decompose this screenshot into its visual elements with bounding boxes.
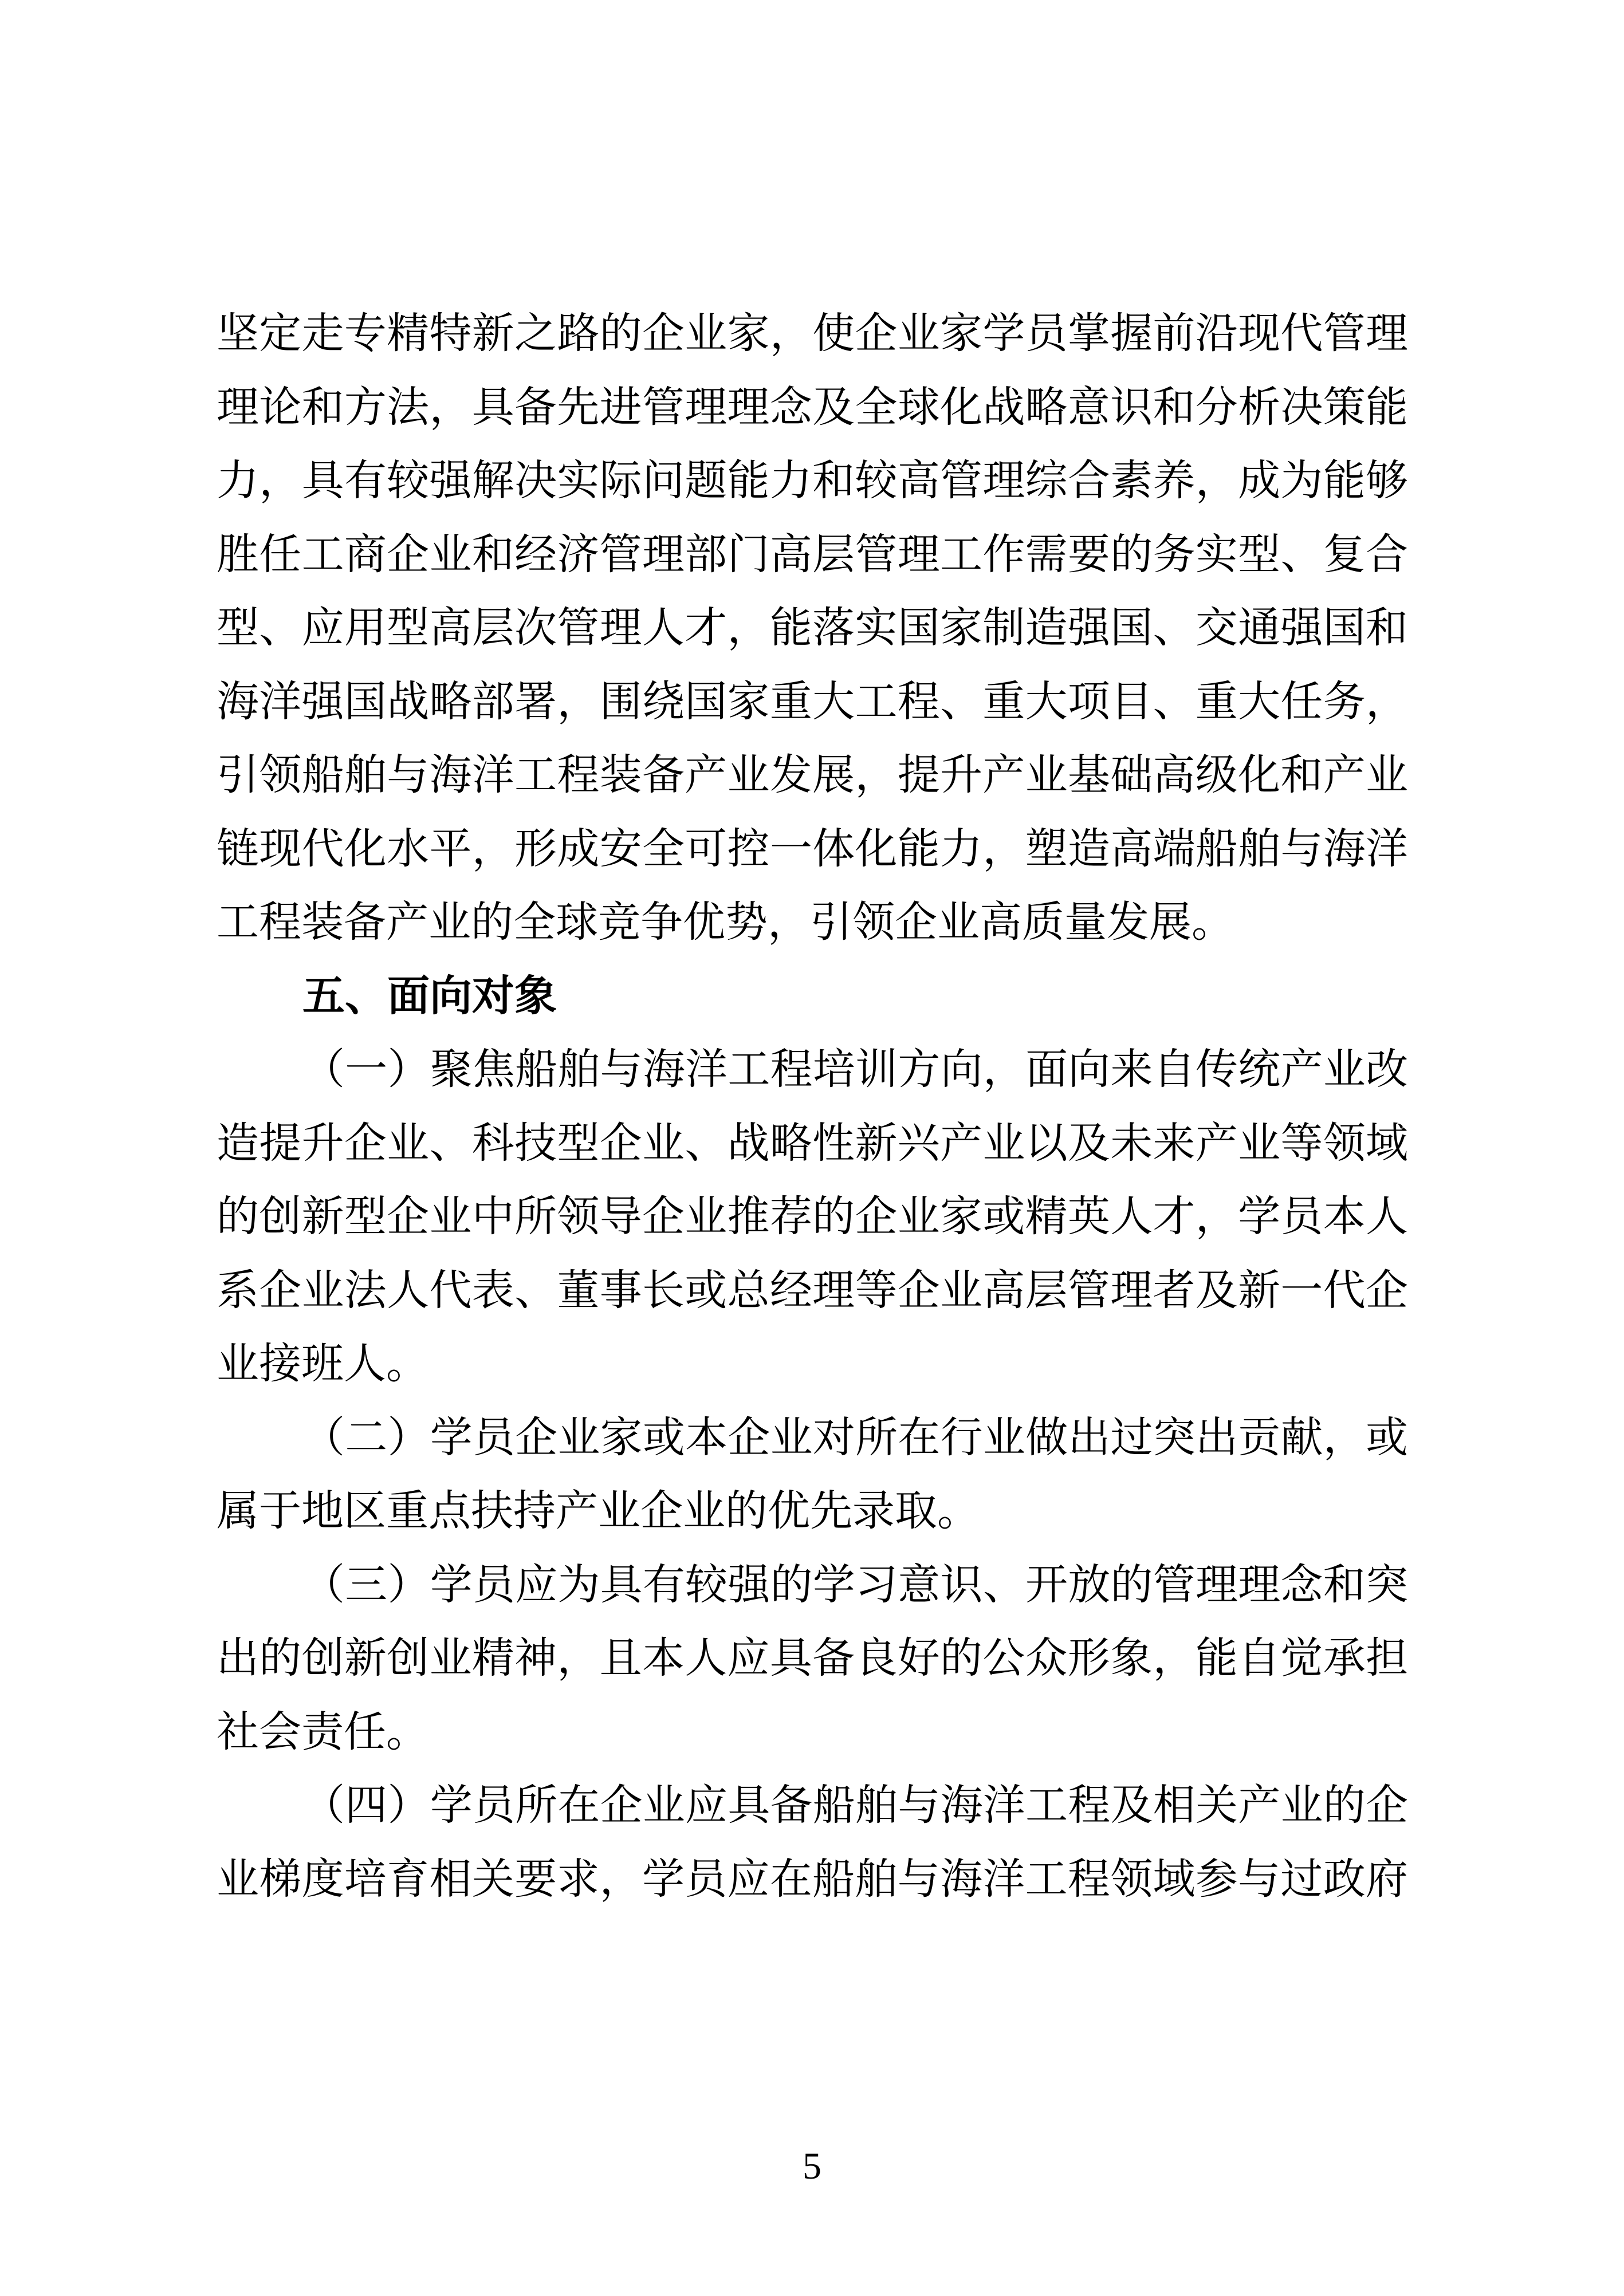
body-line: （二）学员企业家或本企业对所在行业做出过突出贡献，或 [302,1412,1408,1462]
document-body [217,297,1408,1916]
body-line: 引领船舶与海洋工程装备产业发展，提升产业基础高级化和产业 [217,750,1408,800]
body-line: 造提升企业、科技型企业、战略性新兴产业以及未来产业等领域 [217,1118,1408,1168]
body-line: 理论和方法，具备先进管理理念及全球化战略意识和分析决策能 [217,382,1408,432]
body-line: 工程装备产业的全球竞争优势，引领企业高质量发展。 [217,897,1234,947]
body-line: （一）聚焦船舶与海洋工程培训方向，面向来自传统产业改 [302,1045,1408,1094]
page-number: 5 [803,2145,821,2187]
body-line: 型、应用型高层次管理人才，能落实国家制造强国、交通强国和 [217,603,1408,652]
body-line: 的创新型企业中所领导企业推荐的企业家或精英人才，学员本人 [217,1192,1408,1241]
body-line: 业接班人。 [217,1339,428,1388]
body-line: （三）学员应为具有较强的学习意识、开放的管理理念和突 [302,1559,1408,1609]
body-line: 社会责任。 [217,1707,428,1757]
body-line: 坚定走专精特新之路的企业家，使企业家学员掌握前沿现代管理 [217,309,1408,358]
body-line: 链现代化水平，形成安全可控一体化能力，塑造高端船舶与海洋 [217,824,1408,873]
body-line: 系企业法人代表、董事长或总经理等企业高层管理者及新一代企 [217,1265,1408,1315]
body-line: 力，具有较强解决实际问题能力和较高管理综合素养，成为能够 [217,456,1408,505]
body-line: 出的创新创业精神，且本人应具备良好的公众形象，能自觉承担 [217,1633,1408,1683]
body-line: 属于地区重点扶持产业企业的优先录取。 [217,1486,980,1535]
body-line: 业梯度培育相关要求，学员应在船舶与海洋工程领域参与过政府 [217,1854,1408,1904]
body-line: 胜任工商企业和经济管理部门高层管理工作需要的务实型、复合 [217,529,1408,579]
body-line: 海洋强国战略部署，围绕国家重大工程、重大项目、重大任务， [217,676,1408,726]
section-heading: 五、面向对象 [302,971,557,1021]
body-line: （四）学员所在企业应具备船舶与海洋工程及相关产业的企 [302,1781,1408,1830]
